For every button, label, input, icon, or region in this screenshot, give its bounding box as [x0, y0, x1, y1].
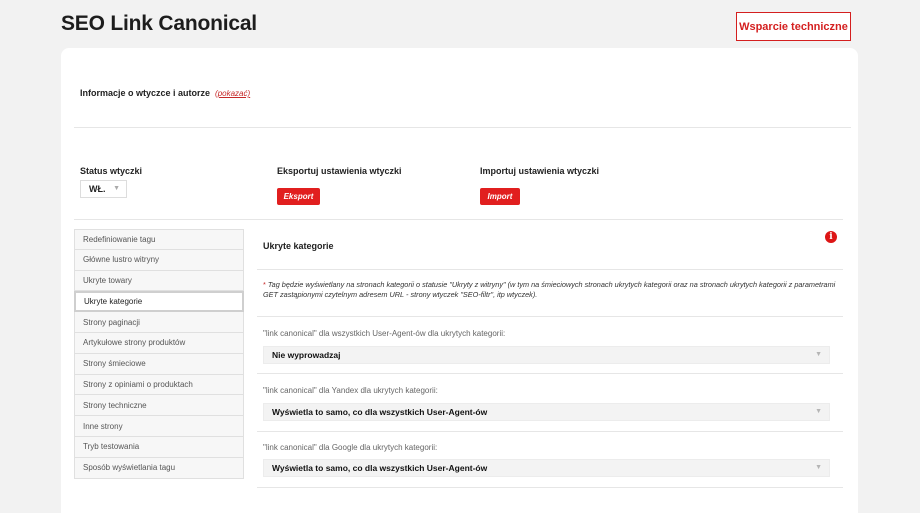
- divider: [257, 373, 843, 374]
- plugin-status-value: WŁ.: [89, 184, 106, 194]
- info-icon[interactable]: i: [825, 231, 837, 243]
- sidebar-item[interactable]: Strony paginacji: [74, 312, 244, 333]
- section-menu: [74, 229, 244, 479]
- import-settings-label: Importuj ustawienia wtyczki: [480, 166, 600, 176]
- sidebar-item[interactable]: Inne strony: [74, 416, 244, 437]
- canonical-yandex-select[interactable]: [263, 403, 830, 421]
- canonical-google-value: Wyświetla to samo, co dla wszystkich User-Agent-ów: [272, 463, 488, 473]
- divider: [257, 316, 843, 317]
- sidebar-item[interactable]: Tryb testowania: [74, 437, 244, 458]
- chevron-down-icon: ▼: [815, 408, 822, 415]
- divider: [257, 431, 843, 432]
- sidebar-item[interactable]: Redefiniowanie tagu: [74, 229, 244, 250]
- canonical-yandex-value: Wyświetla to samo, co dla wszystkich User-Agent-ów: [272, 407, 488, 417]
- plugin-info-row: [80, 88, 250, 98]
- import-button[interactable]: Import: [480, 188, 520, 205]
- canonical-all-label: "link canonical" dla wszystkich User-Agent-ów dla ukrytych kategorii:: [263, 329, 506, 338]
- note-text: Tag będzie wyświetlany na stronach kategorii o statusie "Ukryty z witryny" (w tym na śmieciowych stronach ukrytych kategorii oraz na stronach ukrytych kategorii z parametrami GET zastąpionymi czytelnym adresem URL - strony wtyczek "SEO-filtr", itp wtyczek).: [263, 280, 836, 299]
- settings-card: [61, 48, 858, 513]
- canonical-google-label: "link canonical" dla Google dla ukrytych kategorii:: [263, 443, 438, 452]
- sidebar-item[interactable]: Główne lustro witryny: [74, 250, 244, 271]
- chevron-down-icon: ▼: [113, 185, 120, 192]
- sidebar-item[interactable]: Artykułowe strony produktów: [74, 333, 244, 354]
- canonical-yandex-label: "link canonical" dla Yandex dla ukrytych kategorii:: [263, 386, 438, 395]
- export-settings-label: Eksportuj ustawienia wtyczki: [277, 166, 402, 176]
- plugin-info-toggle-link[interactable]: (pokazać): [215, 89, 251, 98]
- sidebar-item[interactable]: Strony z opiniami o produktach: [74, 375, 244, 396]
- support-button[interactable]: Wsparcie techniczne: [736, 12, 851, 41]
- note-asterisk: *: [263, 280, 266, 289]
- sidebar-item[interactable]: Sposób wyświetlania tagu: [74, 458, 244, 479]
- chevron-down-icon: ▼: [815, 351, 822, 358]
- panel-title: Ukryte kategorie: [263, 241, 334, 251]
- divider: [257, 269, 843, 270]
- canonical-google-select[interactable]: [263, 459, 830, 477]
- plugin-status-select[interactable]: [80, 180, 127, 198]
- panel-note: [263, 280, 848, 299]
- app-title: SEO Link Canonical: [61, 12, 257, 35]
- sidebar-item[interactable]: Strony śmieciowe: [74, 354, 244, 375]
- chevron-down-icon: ▼: [815, 464, 822, 471]
- divider: [74, 219, 843, 220]
- export-button[interactable]: Eksport: [277, 188, 320, 205]
- sidebar-item[interactable]: Ukryte kategorie: [74, 291, 244, 312]
- plugin-status-label: Status wtyczki: [80, 166, 143, 176]
- canonical-all-select[interactable]: [263, 346, 830, 364]
- divider: [74, 127, 851, 128]
- sidebar-item[interactable]: Strony techniczne: [74, 395, 244, 416]
- canonical-all-value: Nie wyprowadzaj: [272, 350, 341, 360]
- plugin-info-label: Informacje o wtyczce i autorze: [80, 88, 211, 98]
- divider: [257, 487, 843, 488]
- sidebar-item[interactable]: Ukryte towary: [74, 271, 244, 292]
